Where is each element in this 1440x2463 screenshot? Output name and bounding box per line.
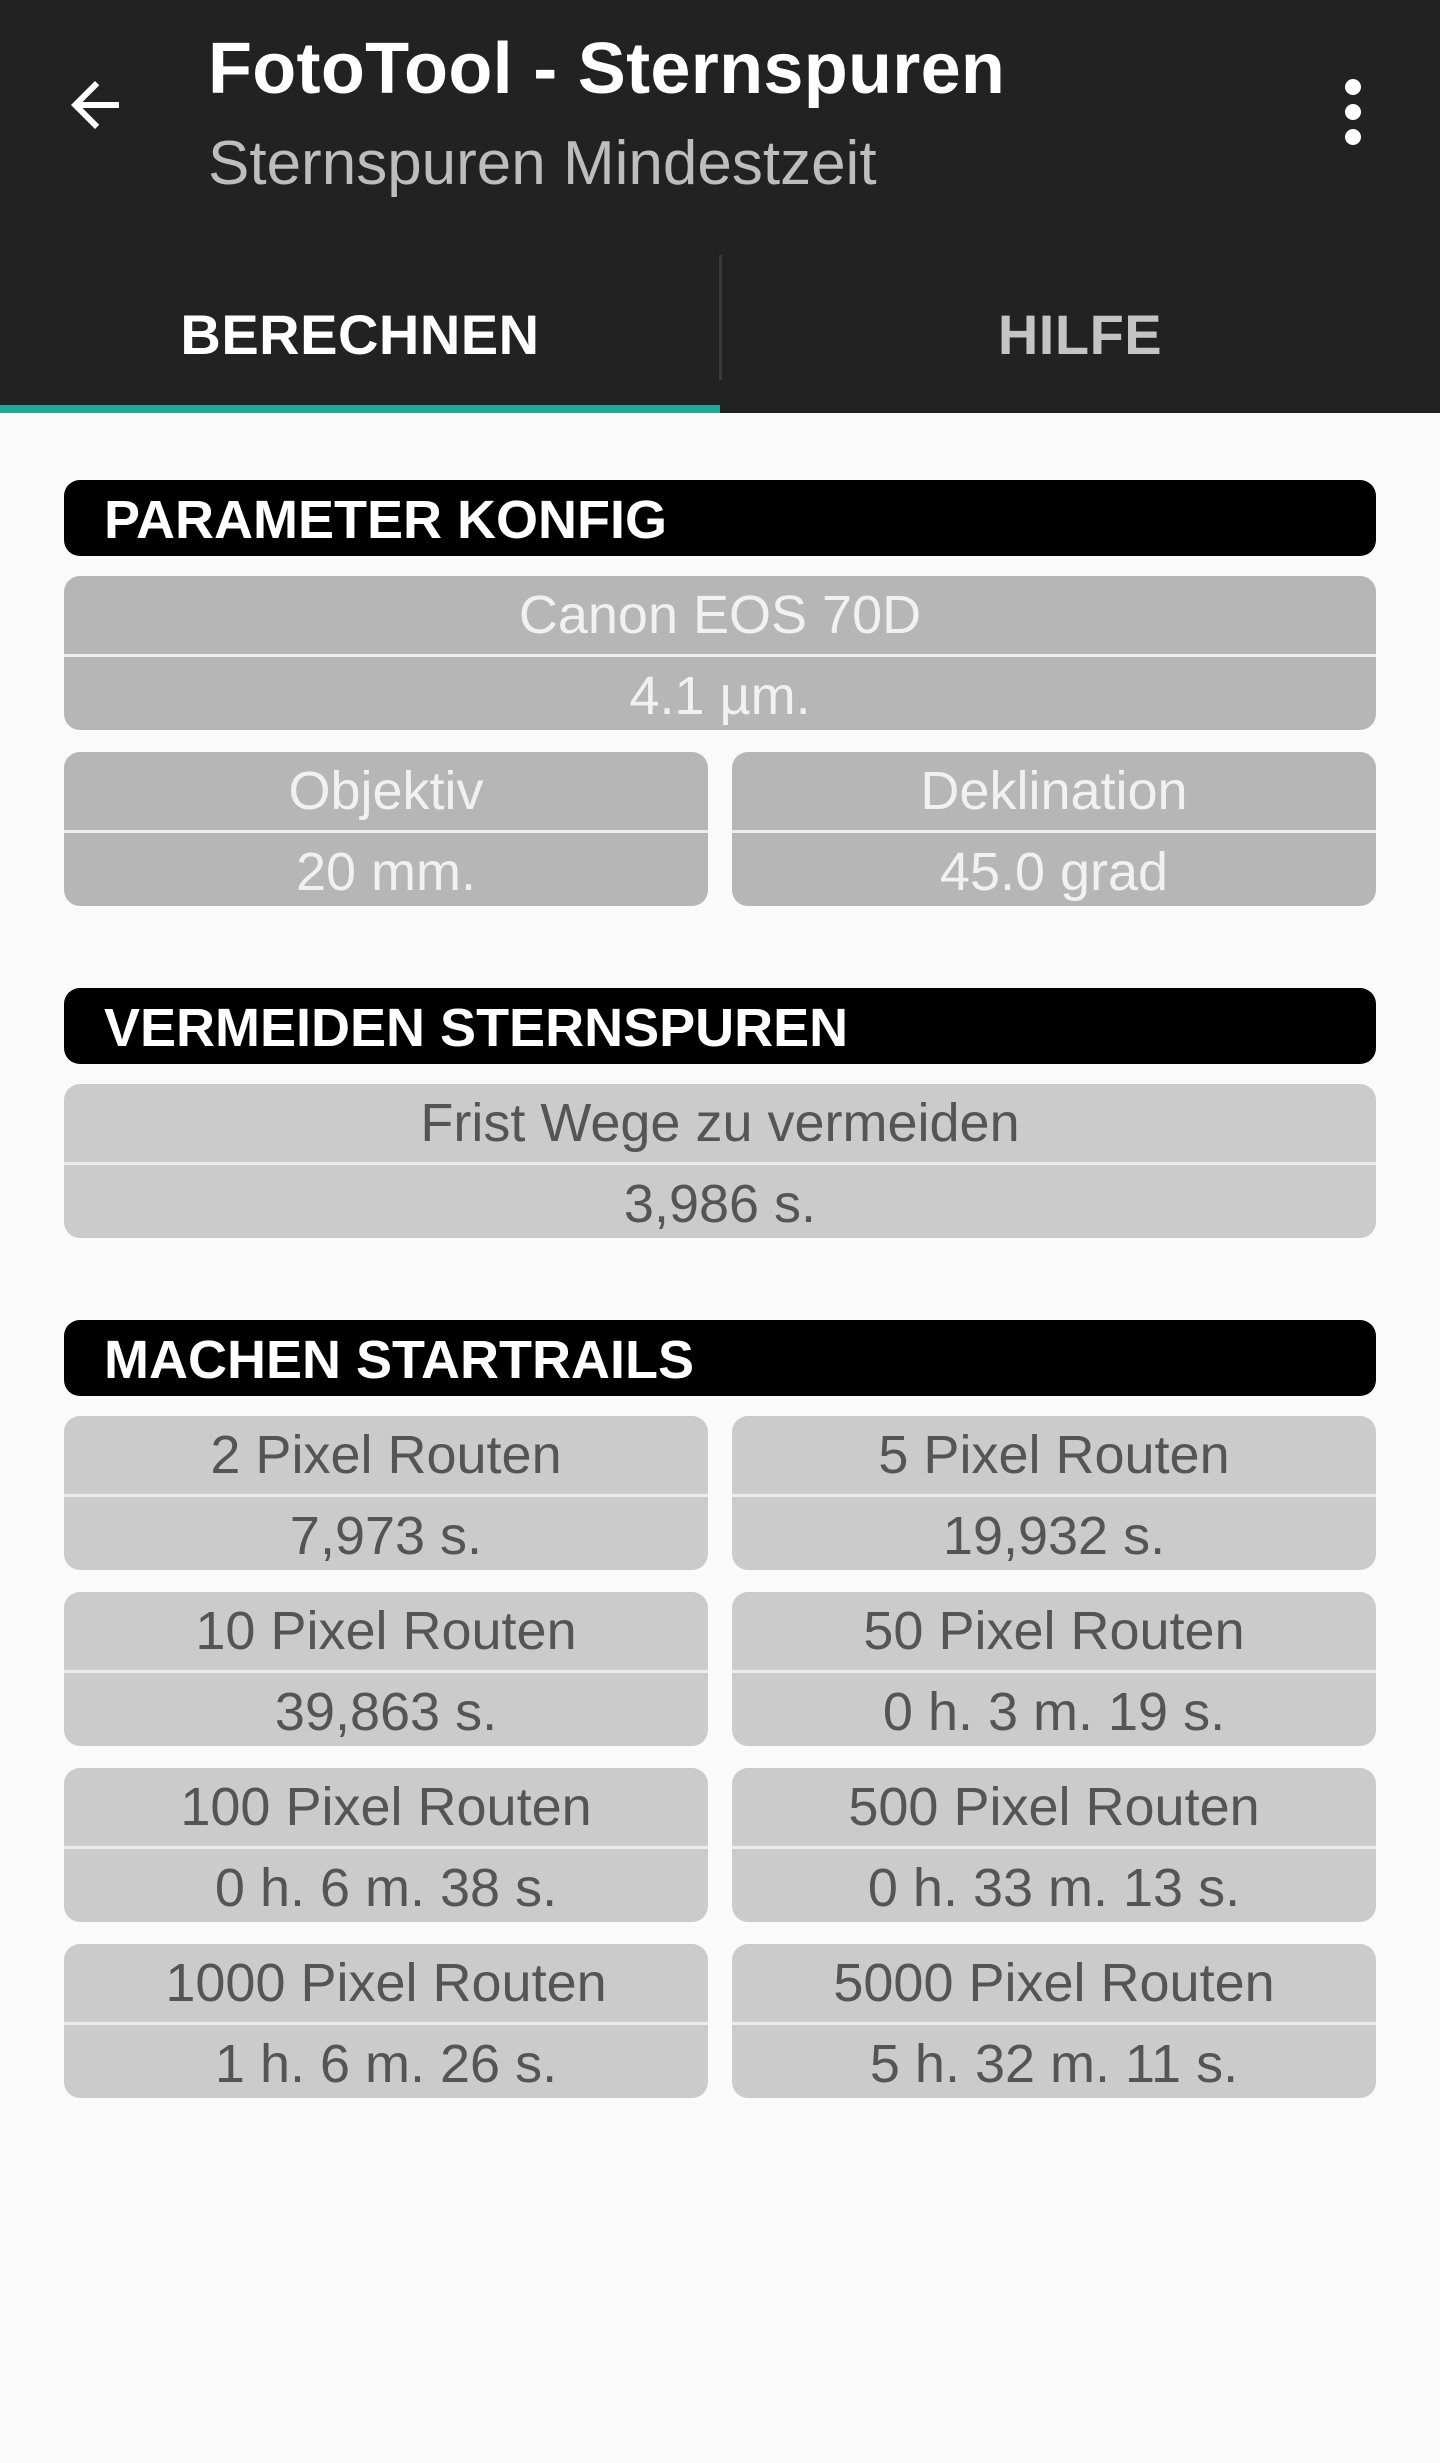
trail-card-5000px xyxy=(732,1944,1376,2098)
trail-label: 5 Pixel Routen xyxy=(732,1416,1376,1497)
section-header-machen-startrails: MACHEN STARTRAILS xyxy=(64,1320,1376,1396)
lens-config-card[interactable] xyxy=(64,752,708,906)
avoid-trails-value: 3,986 s. xyxy=(623,1174,817,1234)
avoid-trails-label: Frist Wege zu vermeiden xyxy=(64,1084,1376,1165)
trail-time: 1 h. 6 m. 26 s. xyxy=(214,2034,558,2094)
trail-card-100px xyxy=(64,1768,708,1922)
trail-card-50px xyxy=(732,1592,1376,1746)
trail-label: 10 Pixel Routen xyxy=(64,1592,708,1673)
avoid-trails-card xyxy=(64,1084,1376,1238)
trail-time: 0 h. 3 m. 19 s. xyxy=(882,1682,1226,1742)
camera-name: Canon EOS 70D xyxy=(64,576,1376,657)
declination-label: Deklination xyxy=(732,752,1376,833)
tab-indicator xyxy=(0,405,720,413)
trail-card-2px xyxy=(64,1416,708,1570)
arrow-left-icon[interactable] xyxy=(52,62,138,148)
section-header-vermeiden-sternspuren: VERMEIDEN STERNSPUREN xyxy=(64,988,1376,1064)
camera-pixel-size: 4.1 µm. xyxy=(629,666,811,726)
trail-label: 2 Pixel Routen xyxy=(64,1416,708,1497)
trail-card-5px xyxy=(732,1416,1376,1570)
app-bar xyxy=(0,0,1440,413)
section-header-parameter-konfig: PARAMETER KONFIG xyxy=(64,480,1376,556)
tab-hilfe[interactable]: HILFE xyxy=(997,302,1163,366)
trail-card-10px xyxy=(64,1592,708,1746)
trail-card-1000px xyxy=(64,1944,708,2098)
declination-value: 45.0 grad xyxy=(939,842,1169,902)
lens-value: 20 mm. xyxy=(295,842,477,902)
trail-label: 5000 Pixel Routen xyxy=(732,1944,1376,2025)
trail-label: 50 Pixel Routen xyxy=(732,1592,1376,1673)
trail-time: 7,973 s. xyxy=(289,1506,483,1566)
trail-card-500px xyxy=(732,1768,1376,1922)
trail-time: 19,932 s. xyxy=(942,1506,1166,1566)
more-vertical-icon[interactable] xyxy=(1318,62,1388,162)
app-subtitle: Sternspuren Mindestzeit xyxy=(208,129,877,198)
trail-time: 39,863 s. xyxy=(274,1682,498,1742)
trail-time: 5 h. 32 m. 11 s. xyxy=(869,2034,1239,2094)
tab-bar xyxy=(0,255,1440,413)
declination-config-card[interactable] xyxy=(732,752,1376,906)
tab-berechnen[interactable]: BERECHNEN xyxy=(180,302,540,366)
trail-time: 0 h. 33 m. 13 s. xyxy=(867,1858,1241,1918)
lens-label: Objektiv xyxy=(64,752,708,833)
app-title: FotoTool - Sternspuren xyxy=(208,29,1006,109)
camera-config-card[interactable] xyxy=(64,576,1376,730)
trail-label: 500 Pixel Routen xyxy=(732,1768,1376,1849)
trail-time: 0 h. 6 m. 38 s. xyxy=(214,1858,558,1918)
trail-label: 1000 Pixel Routen xyxy=(64,1944,708,2025)
trail-label: 100 Pixel Routen xyxy=(64,1768,708,1849)
